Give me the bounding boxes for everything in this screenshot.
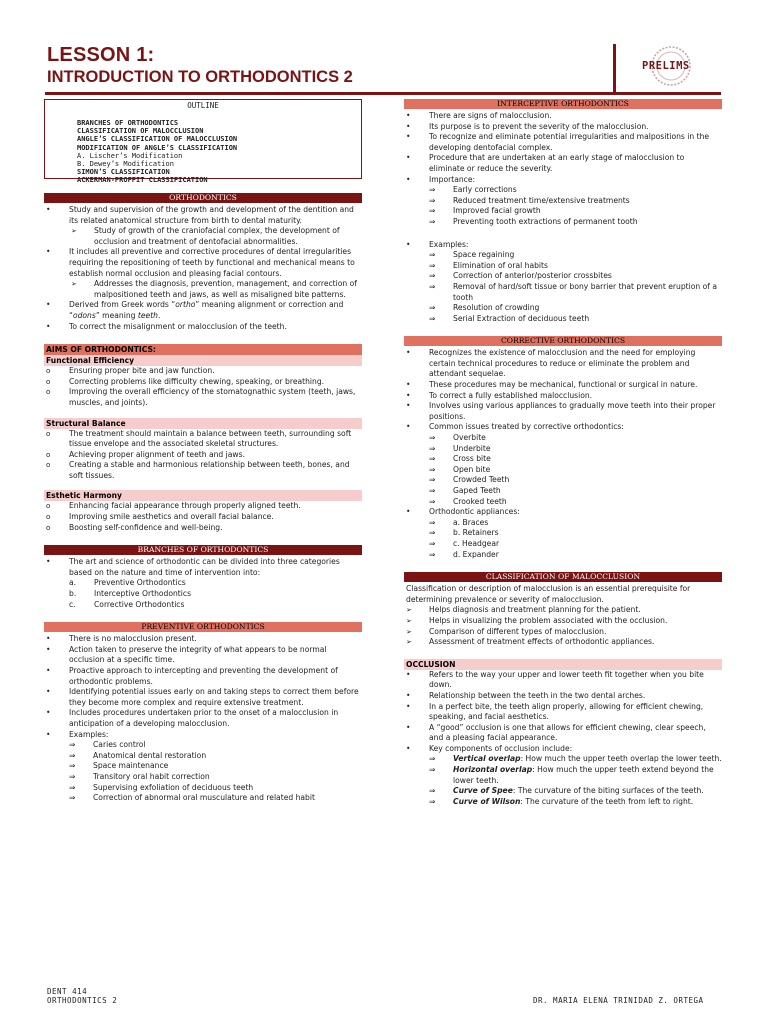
spacer <box>404 324 722 336</box>
list-item: ⇒ Serial Extraction of deciduous teeth <box>429 314 722 325</box>
list-item: ⇒ d. Expander <box>429 550 722 561</box>
footer-course: DENT 414 <box>47 987 88 996</box>
term: Curve of Wilson <box>453 796 521 806</box>
list-item: • Identifying potential issues early on and taking steps to correct them before they become more complex and require extensive treatment. <box>44 687 362 708</box>
list-item: o Ensuring proper bite and jaw function. <box>44 366 362 377</box>
outline-item: BRANCHES OF ORTHODONTICS <box>77 119 179 127</box>
list-item: ⇒ Reduced treatment time/extensive treatments <box>429 196 722 207</box>
term-desc: : The curvature of the teeth from left to right. <box>520 796 694 806</box>
list-item: • To correct the misalignment or malocclusion of the teeth. <box>44 322 362 333</box>
list-item <box>44 557 362 610</box>
term: Vertical overlap <box>453 754 521 764</box>
list-item: • Action taken to preserve the integrity of what appears to be normal occlusion at a specific time. <box>44 645 362 666</box>
list-item <box>429 765 722 786</box>
list-item: • Its purpose is to prevent the severity of the malocclusion. <box>404 122 722 133</box>
list-item: ⇒ Resolution of crowding <box>429 303 722 314</box>
preventive-examples <box>69 740 362 804</box>
section-heading-preventive: PREVENTIVE ORTHODONTICS <box>44 622 362 632</box>
list-item: ⇒ Crowded Teeth <box>429 475 722 486</box>
left-column <box>44 99 362 804</box>
list-item <box>44 247 362 300</box>
list-item: ➢ Addresses the diagnosis, prevention, management, and correction of malpositioned teeth and jaws, as well as misaligned bite patterns. <box>69 279 362 300</box>
spacer <box>404 560 722 572</box>
outline-box <box>44 99 362 185</box>
outline-item: SIMON’S CLASSIFICATION <box>77 168 170 177</box>
list-item: • Procedure that are undertaken at an early stage of malocclusion to eliminate or reduce the severity. <box>404 153 722 174</box>
greek-term: ortho <box>175 300 196 310</box>
outline-item: ACKERMAN-PROFFIT CLASSIFICATION <box>77 176 208 185</box>
list-item: • There is no malocclusion present. <box>44 634 362 645</box>
text-fragment: Derived from Greek words “ <box>69 300 176 310</box>
list-item: ⇒ Underbite <box>429 444 722 455</box>
list-item <box>404 240 722 325</box>
list-item: ⇒ a. Braces <box>429 518 722 529</box>
list-item <box>429 786 722 797</box>
outline-item: ANGLE’S CLASSIFICATION OF MALOCCLUSION <box>77 135 238 144</box>
spacer <box>404 228 722 240</box>
spacer <box>44 332 362 344</box>
list-item: • To recognize and eliminate potential irregularities and malpositions in the developing dentofacial complex. <box>404 132 722 153</box>
list-item-text: Examples: <box>429 239 469 249</box>
corrective-issues <box>429 433 722 507</box>
term-desc: : How much the upper teeth overlap the lower teeth. <box>520 754 722 764</box>
term-desc: : How much the upper teeth extend beyond the lower teeth. <box>453 765 714 785</box>
esthetic-heading: Esthetic Harmony <box>44 490 362 501</box>
list-item: o Achieving proper alignment of teeth and jaws. <box>44 450 362 461</box>
list-item: o Improving smile aesthetics and overall facial balance. <box>44 512 362 523</box>
list-item: ⇒ Space maintenance <box>69 761 362 772</box>
header-divider-vertical <box>613 44 616 94</box>
footer-author: DR. MARIA ELENA TRINIDAD Z. ORTEGA <box>533 996 704 1005</box>
orthodontics-list <box>44 205 362 332</box>
outline-list <box>77 119 361 185</box>
list-item-text: It includes all preventive and corrective procedures of dental irregularities requiring the repositioning of teeth by functional and mechanical means to establish normal occlusion and pleasing facial contours. <box>69 247 355 278</box>
list-item: ⇒ Space regaining <box>429 250 722 261</box>
list-item: • Includes procedures undertaken prior to the onset of a malocclusion in anticipation of a developing malocclusion. <box>44 708 362 729</box>
sub-list <box>69 226 362 247</box>
list-item-text: Importance: <box>429 174 476 184</box>
right-column <box>404 99 722 807</box>
sub-list <box>69 279 362 300</box>
corrective-appliances <box>429 518 722 560</box>
list-item: ⇒ Overbite <box>429 433 722 444</box>
list-item: ⇒ Elimination of oral habits <box>429 261 722 272</box>
list-item: b. Interceptive Orthodontics <box>69 589 362 600</box>
text-fragment: ” meaning <box>95 310 138 320</box>
list-item: ➢ Comparison of different types of malocclusion. <box>404 627 722 638</box>
prelims-badge: PRELIMS <box>642 60 690 72</box>
list-item-text: Orthodontic appliances: <box>429 507 520 517</box>
list-item: • To correct a fully established malocclusion. <box>404 391 722 402</box>
outline-item: MODIFICATION OF ANGLE’S CLASSIFICATION <box>77 143 238 152</box>
esthetic-list <box>44 501 362 533</box>
classification-intro: Classification or description of malocclusion is an essential prerequisite for determining prevalence or severity of malocclusion. <box>406 584 691 604</box>
outline-item: CLASSIFICATION OF MALOCCLUSION <box>77 127 204 136</box>
interceptive-examples <box>429 250 722 324</box>
list-item: a. Preventive Orthodontics <box>69 578 362 589</box>
greek-term: odons <box>72 310 96 320</box>
list-item: ⇒ Anatomical dental restoration <box>69 751 362 762</box>
aims-heading: AIMS OF ORTHODONTICS: <box>44 344 362 355</box>
outline-title: OUTLINE <box>187 101 219 110</box>
list-item-text: Study and supervision of the growth and development of the dentition and its related anatomical structure from birth to dental maturity. <box>69 205 354 225</box>
list-item: ⇒ Open bite <box>429 465 722 476</box>
list-item-text: Common issues treated by corrective orthodontics: <box>429 422 624 432</box>
list-item-text: Key components of occlusion include: <box>429 743 573 753</box>
list-item: ⇒ Improved facial growth <box>429 206 722 217</box>
spacer <box>44 610 362 622</box>
list-item: ⇒ Gaped Teeth <box>429 486 722 497</box>
functional-heading: Functional Efficiency <box>44 355 362 366</box>
corrective-list <box>404 348 722 560</box>
text-fragment: ” meaning alignment or correction and “ <box>69 300 344 320</box>
interceptive-examples-list <box>404 240 722 325</box>
list-item: • A “good” occlusion is one that allows for efficient chewing, clear speech, and a pleasing facial appearance. <box>404 723 722 744</box>
list-item-text: Examples: <box>69 729 109 739</box>
interceptive-list <box>404 111 722 228</box>
structural-heading: Structural Balance <box>44 418 362 429</box>
list-item: c. Corrective Orthodontics <box>69 600 362 611</box>
term: Horizontal overlap <box>453 765 533 775</box>
list-item: ⇒ Supervising exfoliation of deciduous teeth <box>69 783 362 794</box>
list-item: ➢ Helps in visualizing the problem associated with the occlusion. <box>404 616 722 627</box>
list-item: • Relationship between the teeth in the two dental arches. <box>404 691 722 702</box>
outline-item: B. Dewey’s Modification <box>77 160 174 169</box>
list-item: ⇒ Crooked teeth <box>429 497 722 508</box>
term: Curve of Spee <box>453 786 513 796</box>
section-heading-interceptive: INTERCEPTIVE ORTHODONTICS <box>404 99 722 109</box>
list-item: ➢ Assessment of treatment effects of orthodontic appliances. <box>404 637 722 648</box>
list-item <box>404 422 722 507</box>
section-heading-classification: CLASSIFICATION OF MALOCCLUSION <box>404 572 722 582</box>
list-item: ⇒ c. Headgear <box>429 539 722 550</box>
classification-list <box>404 605 722 647</box>
list-item: ⇒ Caries control <box>69 740 362 751</box>
list-item: ➢ Helps diagnosis and treatment planning for the patient. <box>404 605 722 616</box>
text-fragment: . <box>158 310 161 320</box>
list-item <box>44 205 362 247</box>
list-item: o Boosting self-confidence and well-being. <box>44 523 362 534</box>
page-title: INTRODUCTION TO ORTHODONTICS 2 <box>47 68 353 86</box>
list-item <box>429 754 722 765</box>
list-item: o Enhancing facial appearance through properly aligned teeth. <box>44 501 362 512</box>
section-heading-corrective: CORRECTIVE ORTHODONTICS <box>404 336 722 346</box>
list-item <box>44 300 362 321</box>
spacer <box>404 648 722 654</box>
list-item: • Refers to the way your upper and lower teeth fit together when you bite down. <box>404 670 722 691</box>
list-item <box>404 175 722 228</box>
term-desc: : The curvature of the biting surfaces of the teeth. <box>512 786 704 796</box>
header-divider-horizontal <box>45 92 721 95</box>
list-item: • Involves using various appliances to gradually move teeth into their proper positions. <box>404 401 722 422</box>
occlusion-components <box>429 754 722 807</box>
list-item <box>44 730 362 804</box>
list-item: ⇒ Correction of abnormal oral musculature and related habit <box>69 793 362 804</box>
list-item <box>404 744 722 808</box>
section-heading-orthodontics: ORTHODONTICS <box>44 193 362 203</box>
list-item: ⇒ Cross bite <box>429 454 722 465</box>
list-item: • These procedures may be mechanical, functional or surgical in nature. <box>404 380 722 391</box>
list-item: • Recognizes the existence of malocclusion and the need for employing certain technical procedures to reduce or eliminate the problem and attendant sequelae. <box>404 348 722 380</box>
list-item: o Creating a stable and harmonious relationship between teeth, bones, and soft tissues. <box>44 460 362 481</box>
importance-list <box>429 185 722 227</box>
occlusion-list <box>404 670 722 808</box>
list-item: • Proactive approach to intercepting and preventing the development of orthodontic problems. <box>44 666 362 687</box>
functional-list <box>44 366 362 408</box>
list-item-text: The art and science of orthodontic can be divided into three categories based on the nature and time of intervention into: <box>69 557 340 577</box>
list-item <box>429 797 722 808</box>
list-item: o Improving the overall efficiency of the stomatognathic system (teeth, jaws, muscles, and joints). <box>44 387 362 408</box>
branches-sub-list <box>69 578 362 610</box>
list-item: ⇒ Removal of hard/soft tissue or bony barrier that prevent eruption of a tooth <box>429 282 722 303</box>
list-item: o Correcting problems like difficulty chewing, speaking, or breathing. <box>44 377 362 388</box>
list-item: ⇒ Transitory oral habit correction <box>69 772 362 783</box>
list-item: ⇒ Preventing tooth extractions of permanent tooth <box>429 217 722 228</box>
list-item <box>404 507 722 560</box>
outline-item: A. Lischer’s Modification <box>77 151 183 160</box>
list-item: ⇒ Correction of anterior/posterior crossbites <box>429 271 722 282</box>
structural-list <box>44 429 362 482</box>
list-item: • In a perfect bite, the teeth align properly, allowing for efficient chewing, speaking, and facial aesthetics. <box>404 702 722 723</box>
footer-subject: ORTHODONTICS 2 <box>47 996 118 1005</box>
list-item: ➢ Study of growth of the craniofacial complex, the development of occlusion and treatment of dentofacial abnormalities. <box>69 226 362 247</box>
lesson-number: LESSON 1: <box>47 44 155 66</box>
list-item: ⇒ b. Retainers <box>429 528 722 539</box>
greek-term: teeth <box>137 310 158 320</box>
preventive-list <box>44 634 362 804</box>
section-heading-branches: BRANCHES OF ORTHODONTICS <box>44 545 362 555</box>
branches-list <box>44 557 362 610</box>
list-item: • There are signs of malocclusion. <box>404 111 722 122</box>
list-item: ⇒ Early corrections <box>429 185 722 196</box>
list-item: o The treatment should maintain a balance between teeth, surrounding soft tissue envelope and the associated skeletal structures. <box>44 429 362 450</box>
occlusion-heading: OCCLUSION <box>404 659 722 670</box>
spacer <box>44 533 362 545</box>
